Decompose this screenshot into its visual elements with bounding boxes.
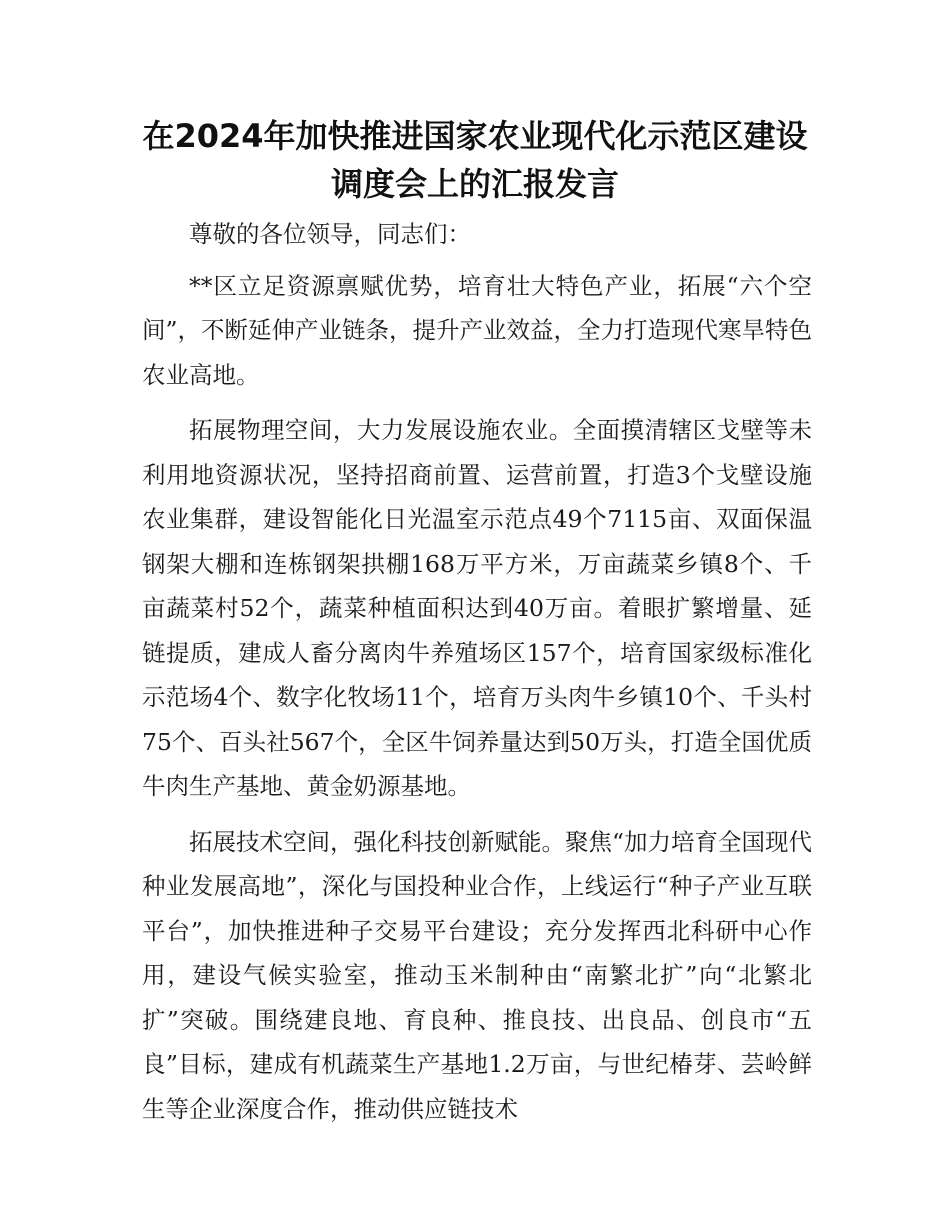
salutation: 尊敬的各位领导，同志们： (189, 220, 471, 248)
paragraph-technology-space: 拓展技术空间，强化科技创新赋能。聚焦“加力培育全国现代种业发展高地”，深化与国投种业合作，上线运行“种子产业互联平台”，加快推进种子交易平台建设；充分发挥西北科研中心作用，建设气候实验室，推动玉米制种由“南繁北扩”向“北繁北扩”突破。围绕建良地、育良种、推良技、出良品、创良市“五良”目标，建成有机蔬菜生产基地1.2万亩，与世纪椿芽、芸岭鲜生等企业深度合作，推动供应链技术 (142, 827, 813, 1123)
paragraph-physical-space: 拓展物理空间，大力发展设施农业。全面摸清辖区戈壁等未利用地资源状况，坚持招商前置、运营前置，打造3个戈壁设施农业集群，建设智能化日光温室示范点49个7115亩、双面保温钢架大棚和连栋钢架拱棚168万平方米，万亩蔬菜乡镇8个、千亩蔬菜村52个，蔬菜种植面积达到40万亩。着眼扩繁增量、延链提质，建成人畜分离肉牛养殖场区157个，培育国家级标准化示范场4个、数字化牧场11个，培育万头肉牛乡镇10个、千头村75个、百头社567个，全区牛饲养量达到50万头，打造全国优质牛肉生产基地、黄金奶源基地。 (142, 416, 812, 800)
title-line-2: 调度会上的汇报发言 (330, 165, 619, 203)
title-line-1: 在2024年加快推进国家农业现代化示范区建设 (142, 117, 808, 155)
document-title (100, 112, 850, 208)
document-body (142, 212, 812, 1142)
paragraph-intro: **区立足资源禀赋优势，培育壮大特色产业，拓展“六个空间”，不断延伸产业链条，提升产业效益，全力打造现代寒旱特色农业高地。 (142, 271, 813, 389)
